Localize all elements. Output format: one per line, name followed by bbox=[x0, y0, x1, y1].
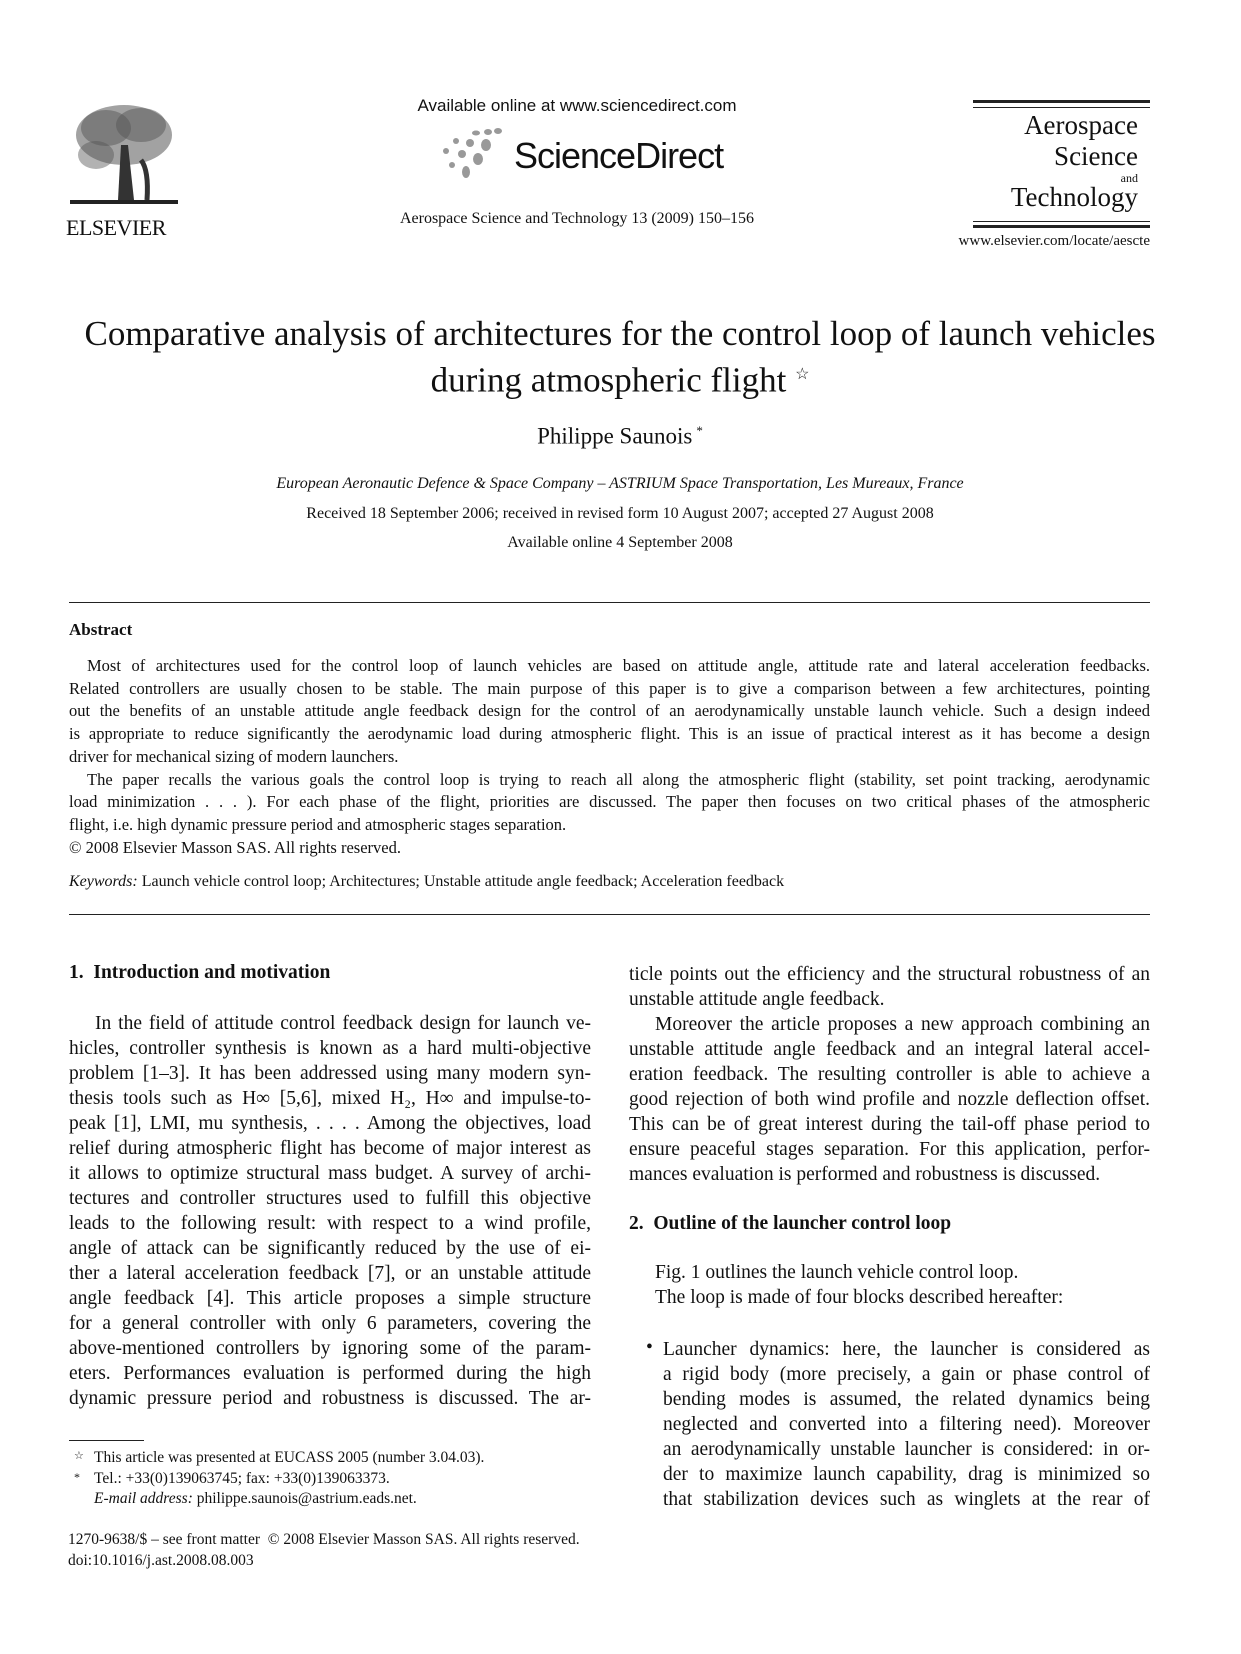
journal-logo-bottom-rule-2 bbox=[973, 225, 1150, 228]
text-line: Most of architectures used for the control loop of launch vehicles are based on attitude angle, attitude rate and lateral acceleration feedbacks. bbox=[87, 656, 1150, 675]
text-line: dynamic pressure period and robustness is discussed. The ar- bbox=[69, 1388, 591, 1409]
text-line: unstable attitude angle feedback. bbox=[629, 989, 885, 1010]
available-online-text: Available online at www.sciencedirect.com bbox=[417, 96, 737, 115]
text-line: The paper recalls the various goals the control loop is trying to reach all along the atmospheric flight (stability, set point tracking, aerodynamic bbox=[87, 769, 1150, 789]
text-line: Launcher dynamics: here, the launcher is considered as bbox=[663, 1339, 1150, 1360]
footnote-star-mark: ☆ bbox=[74, 1450, 84, 1462]
text-line: Moreover the article proposes a new approach combining an bbox=[655, 1014, 1150, 1035]
text-line: a rigid body (more precisely, a gain or phase control of bbox=[663, 1364, 1150, 1385]
available-online-date: Available online 4 September 2008 bbox=[507, 534, 733, 551]
text-line: above-mentioned controllers by ignoring some of the param- bbox=[69, 1338, 591, 1359]
text-line: eration feedback. The resulting controller is able to achieve a bbox=[629, 1064, 1150, 1085]
text-line: In the field of attitude control feedback design for launch ve- bbox=[95, 1013, 591, 1034]
title-line: Comparative analysis of architectures for the control loop of launch vehicles bbox=[84, 314, 1156, 353]
elsevier-tree-icon bbox=[66, 100, 182, 208]
section-2-intro-line: The loop is made of four blocks described hereafter: bbox=[655, 1287, 1064, 1308]
elsevier-logo bbox=[66, 100, 182, 240]
text-line: it allows to optimize structural mass budget. A survey of archi- bbox=[69, 1163, 591, 1184]
footnote-rule bbox=[69, 1440, 144, 1441]
section-2-heading: 2. Outline of the launcher control loop bbox=[629, 1213, 952, 1234]
text-line: ensure peaceful stages separation. For this application, perfor- bbox=[629, 1139, 1150, 1160]
title-line: during atmospheric flight bbox=[430, 360, 787, 400]
text-line: out the benefits of an unstable attitude angle feedback design for the control of an aerodynamically unstable launch vehicle. Such a design indeed bbox=[69, 701, 1150, 721]
text-line: flight, i.e. high dynamic pressure period and atmospheric stages separation. bbox=[69, 814, 567, 834]
footnote-2 bbox=[74, 1470, 390, 1488]
text-line: tectures and controller structures used to fulfill this objective bbox=[69, 1188, 591, 1209]
author-line bbox=[40, 423, 1200, 450]
text-line: good rejection of both wind profile and nozzle deflection offset. bbox=[629, 1089, 1150, 1110]
journal-logo bbox=[973, 110, 1138, 211]
affiliation: European Aeronautic Defence & Space Company – ASTRIUM Space Transportation, Les Mureaux, France bbox=[276, 475, 964, 492]
text-line: an aerodynamically unstable launcher is considered: in or- bbox=[663, 1439, 1150, 1460]
front-matter: 1270-9638/$ – see front matter © 2008 Elsevier Masson SAS. All rights reserved. bbox=[68, 1531, 580, 1548]
text-line: ther a lateral acceleration feedback [7], or an unstable attitude bbox=[69, 1263, 591, 1284]
bullet-marker: • bbox=[646, 1337, 653, 1358]
text-line: This can be of great interest during the tail-off phase period to bbox=[629, 1114, 1150, 1135]
text-line: relief during atmospheric flight has become of major interest as bbox=[69, 1138, 591, 1159]
text-line: unstable attitude angle feedback and an integral lateral accel- bbox=[629, 1039, 1150, 1060]
journal-logo-line: Technology bbox=[1010, 182, 1138, 212]
footnote-email bbox=[94, 1490, 417, 1508]
journal-logo-bottom-rule bbox=[973, 221, 1150, 222]
journal-url[interactable]: www.elsevier.com/locate/aescte bbox=[958, 233, 1150, 249]
text-line: load minimization . . . ). For each phase of the flight, priorities are discussed. The paper then focuses on two critical phases of the atmospheric bbox=[69, 792, 1150, 812]
text-line: thesis tools such as H∞ [5,6], mixed H₂, H∞ and impulse-to- bbox=[69, 1088, 591, 1109]
section-1-heading: 1. Introduction and motivation bbox=[69, 962, 331, 983]
text-line: leads to the following result: with respect to a wind profile, bbox=[69, 1213, 591, 1234]
keywords-label: Keywords: bbox=[69, 873, 138, 890]
abstract-top-rule bbox=[69, 602, 1150, 603]
journal-reference: Aerospace Science and Technology 13 (2009) 150–156 bbox=[399, 210, 755, 227]
sciencedirect-logo[interactable] bbox=[436, 125, 736, 185]
text-line: bending modes is assumed, the related dynamics being bbox=[663, 1389, 1150, 1410]
author-footnote-mark[interactable]: * bbox=[696, 423, 703, 438]
journal-logo-line: Aerospace bbox=[1024, 110, 1138, 140]
footnote-text: This article was presented at EUCASS 2005 (number 3.04.03). bbox=[94, 1449, 485, 1466]
journal-logo-line: Science bbox=[1054, 141, 1138, 171]
section-2-intro-line: Fig. 1 outlines the launch vehicle control loop. bbox=[655, 1262, 1019, 1283]
article-title bbox=[40, 313, 1200, 401]
text-line: is appropriate to reduce significantly the aerodynamic load during atmospheric flight. This is an issue of practical interest as it has become a design bbox=[69, 724, 1150, 744]
sciencedirect-dots-icon bbox=[436, 127, 506, 182]
text-line: angle of attack can be significantly reduced by the use of ei- bbox=[69, 1238, 591, 1259]
text-line: mances evaluation is performed and robustness is discussed. bbox=[629, 1164, 1101, 1185]
text-line: driver for mechanical sizing of modern launchers. bbox=[69, 746, 399, 766]
text-line: neglected and converted into a filtering need). Moreover bbox=[663, 1414, 1150, 1435]
text-line: © 2008 Elsevier Masson SAS. All rights reserved. bbox=[69, 837, 401, 857]
text-line: problem [1–3]. It has been addressed using many modern syn- bbox=[69, 1063, 591, 1084]
journal-logo-top-rule bbox=[973, 100, 1150, 103]
footnote-asterisk-mark: * bbox=[74, 1470, 80, 1484]
text-line: Related controllers are usually chosen to be stable. The main purpose of this paper is to give a comparison between a few architectures, pointing bbox=[69, 678, 1150, 698]
doi[interactable]: doi:10.1016/j.ast.2008.08.003 bbox=[68, 1552, 254, 1569]
author-name: Philippe Saunois bbox=[537, 423, 693, 449]
text-line: eters. Performances evaluation is performed during the high bbox=[69, 1363, 591, 1384]
footnote-1 bbox=[74, 1449, 484, 1467]
text-line: angle feedback [4]. This article proposes a simple structure bbox=[69, 1288, 591, 1309]
sciencedirect-wordmark: ScienceDirect bbox=[514, 135, 724, 176]
publisher-name: ELSEVIER bbox=[66, 215, 166, 240]
abstract-heading: Abstract bbox=[69, 620, 133, 639]
title-footnote-star[interactable]: ☆ bbox=[795, 366, 810, 383]
text-line: peak [1], LMI, mu synthesis, . . . . Among the objectives, load bbox=[69, 1113, 591, 1134]
journal-logo-line: and bbox=[1120, 171, 1138, 185]
keywords bbox=[69, 873, 784, 891]
keywords-text: Launch vehicle control loop; Architectures; Unstable attitude angle feedback; Acceleration feedback bbox=[141, 873, 785, 890]
text-line: der to maximize launch capability, drag is minimized so bbox=[663, 1464, 1150, 1485]
abstract-bottom-rule bbox=[69, 914, 1150, 915]
footnote-text: Tel.: +33(0)139063745; fax: +33(0)139063373. bbox=[94, 1470, 390, 1487]
received-dates: Received 18 September 2006; received in revised form 10 August 2007; accepted 27 August 2008 bbox=[306, 505, 934, 522]
text-line: that stabilization devices such as winglets at the rear of bbox=[663, 1489, 1150, 1510]
journal-logo-top-rule-2 bbox=[973, 107, 1150, 108]
email-address[interactable]: philippe.saunois@astrium.eads.net. bbox=[196, 1490, 417, 1507]
email-label: E-mail address: bbox=[94, 1490, 193, 1507]
text-line: for a general controller with only 6 parameters, covering the bbox=[69, 1313, 591, 1334]
text-line: ticle points out the efficiency and the structural robustness of an bbox=[629, 964, 1150, 985]
text-line: hicles, controller synthesis is known as a hard multi-objective bbox=[69, 1038, 591, 1059]
